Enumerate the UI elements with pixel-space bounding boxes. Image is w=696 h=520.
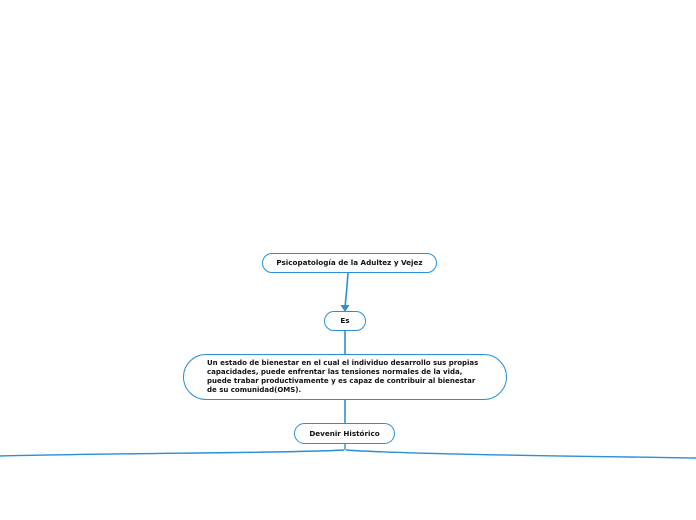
- topic-root-label: Psicopatología de la Adultez y Vejez: [276, 258, 423, 268]
- topic-devenir-label: Devenir Histórico: [309, 428, 380, 438]
- topic-root[interactable]: [262, 253, 437, 273]
- definition-line: puede trabar productivamente y es capaz de contribuir al bienestar: [207, 377, 476, 385]
- definition-line: de su comunidad(OMS).: [207, 386, 302, 395]
- connector-branch-right: [346, 450, 696, 458]
- definition-line: capacidades, puede enfrentar las tensiones normales de la vida,: [207, 367, 463, 376]
- topic-es[interactable]: [324, 311, 366, 331]
- topic-devenir-historico[interactable]: [294, 423, 395, 444]
- topic-es-label: Es: [340, 316, 350, 326]
- definition-line: Un estado de bienestar en el cual el individuo desarrollo sus propias: [207, 358, 479, 367]
- connector-root-to-es: [345, 273, 348, 307]
- topic-definition[interactable]: [183, 354, 507, 400]
- connector-branch-left: [0, 450, 344, 456]
- topic-definition-text: [207, 359, 478, 396]
